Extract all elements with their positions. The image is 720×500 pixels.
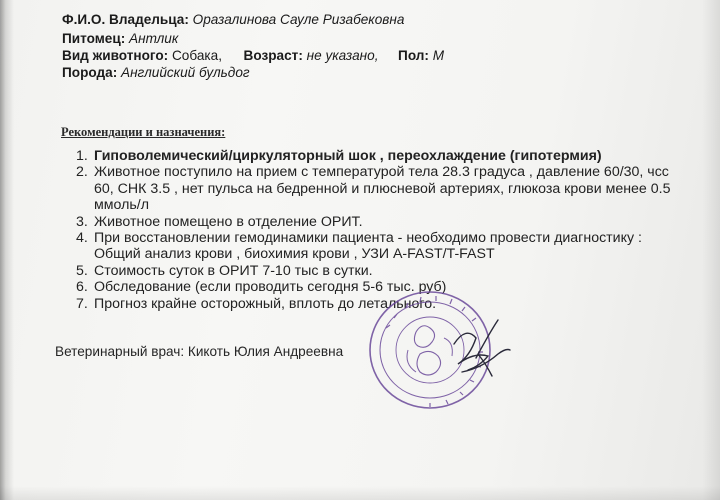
doctor-line — [55, 344, 343, 359]
list-item-number: 5. — [76, 262, 88, 279]
list-item-number: 6. — [76, 279, 88, 296]
paper-bottom-shadow — [0, 486, 720, 500]
list-item — [76, 230, 676, 263]
signature-scribble — [454, 320, 510, 376]
sex-label: Пол: — [398, 48, 429, 63]
list-item-number: 4. — [76, 230, 88, 247]
list-item-line: Обследование (если проводить сегодня 5-6 тыс. руб) — [94, 279, 447, 296]
species-label: Вид животного: — [62, 48, 169, 63]
list-item-line: Общий анализ крови , биохимия крови , УЗИ A-FAST/T-FAST — [94, 246, 495, 263]
list-item-number: 1. — [76, 148, 88, 164]
list-item-line: ммоль/л — [94, 197, 149, 214]
list-item-number: 2. — [76, 164, 88, 181]
list-item-line: Прогноз крайне осторожный, вплоть до летального. — [94, 295, 437, 312]
list-item — [76, 164, 676, 213]
list-item-number: 7. — [76, 295, 88, 312]
list-item-line: 60, СНК 3.5 , нет пульса на бедренной и плюсневой артериях, глюкоза крови менее 0.5 — [94, 180, 671, 197]
breed-row — [62, 65, 250, 80]
breed-label: Порода: — [62, 65, 118, 80]
list-item-line: Стоимость суток в ОРИТ 7-10 тыс в сутки. — [94, 262, 373, 279]
list-item-line: При восстановлении гемодинамики пациента - необходимо провести диагностику : — [94, 230, 642, 247]
owner-value: Оразалинова Сауле Ризабековна — [192, 12, 405, 27]
owner-label: Ф.И.О. Владельца: — [62, 12, 189, 27]
list-item — [76, 214, 676, 230]
list-item-line: Животное помещено в отделение ОРИТ. — [94, 213, 363, 230]
paper-edge-shadow — [0, 0, 14, 500]
list-item-number: 3. — [76, 213, 88, 230]
stamp-seal — [370, 292, 490, 408]
list-item-line: Гиповолемический/циркуляторный шок , переохлаждение (гипотермия) — [94, 148, 602, 164]
age-value: не указано, — [306, 48, 379, 63]
doctor-name: Кикоть Юлия Андреевна — [187, 344, 344, 359]
doctor-label: Ветеринарный врач: — [55, 344, 185, 359]
list-item — [76, 263, 676, 279]
list-item-line: Животное поступило на прием с температурой тела 28.3 градуса , давление 60/30, чсс — [94, 164, 669, 181]
paper-right-shadow — [702, 0, 720, 500]
species-value: Собака, — [171, 48, 222, 63]
pet-value: Антлик — [129, 31, 179, 46]
owner-row — [62, 12, 404, 27]
list-item — [76, 148, 676, 164]
pet-label: Питомец: — [62, 31, 126, 46]
recommendations-title: Рекомендации и назначения: — [61, 125, 226, 139]
species-row — [62, 48, 444, 63]
clinic-stamp-icon — [358, 288, 528, 428]
breed-value: Английский бульдог — [121, 65, 250, 80]
pet-row — [62, 31, 178, 46]
age-label: Возраст: — [243, 48, 303, 63]
sex-value: М — [432, 48, 445, 63]
